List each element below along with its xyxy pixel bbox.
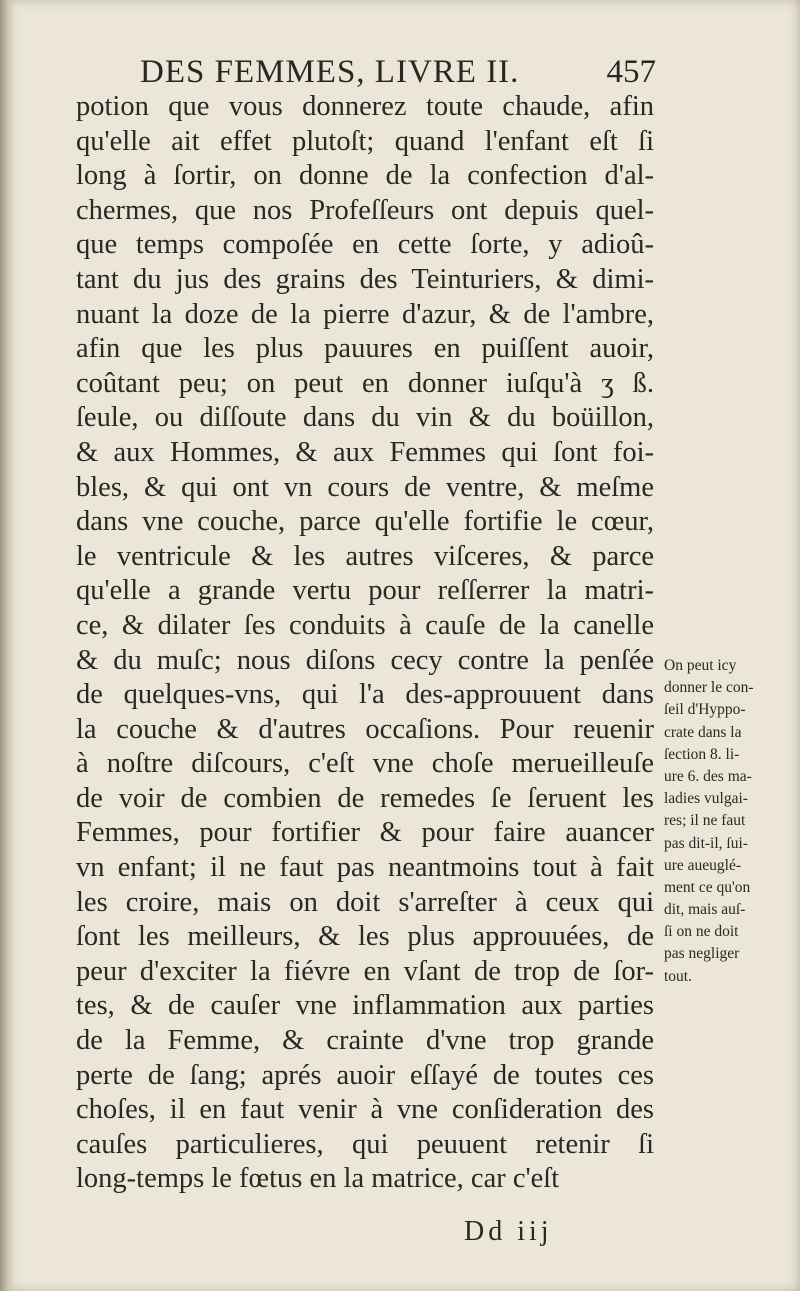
marginal-note-line: tout. [664,967,692,985]
text-line: peur d'exciter la fiévre en vſant de trop de ſor- [76,955,654,987]
page-footer [464,1212,584,1252]
text-line: choſes, il en faut venir à vne conſideration des [76,1094,654,1126]
text-line: de quelques-vns, qui l'a des-approuuent dans [76,679,654,711]
signature-mark: Dd iij [464,1216,553,1247]
page-header [140,50,660,94]
marginal-note-line: ſection 8. li- [664,745,740,763]
running-title: DES FEMMES, LIVRE II. [140,54,520,90]
marginal-note-line: crate dans la [664,723,742,741]
text-line: & du muſc; nous diſons cecy contre la penſée [76,644,654,676]
text-line: bles, & qui ont vn cours de ventre, & meſme [76,471,654,503]
text-line: les croire, mais on doit s'arreſter à ceux qui [76,886,654,918]
marginal-note-line: pas negliger [664,945,740,963]
text-line: la couche & d'autres occaſions. Pour reuenir [76,713,654,745]
marginal-note-line: pas dit-il, ſui- [664,834,748,852]
text-line: que temps compoſée en cette ſorte, y adioû- [76,229,654,261]
text-line: de voir de combien de remedes ſe ſeruent les [76,782,654,814]
text-line: ſeule, ou diſſoute dans du vin & du boüillon, [76,402,654,434]
text-line: qu'elle ait effet plutoſt; quand l'enfant eſt ſi [76,125,654,157]
text-line: tant du jus des grains des Teinturiers, & dimi- [76,263,654,295]
text-line: long-temps le fœtus en la matrice, car c'eſt [76,1163,560,1195]
text-line: qu'elle a grande vertu pour reſſerrer la matri- [76,575,654,607]
text-line: nuant la doze de la pierre d'azur, & de l'ambre, [76,298,654,330]
marginal-note-line: ure aueuglé- [664,856,742,874]
marginal-note-line: donner le con- [664,679,754,697]
page-number: 457 [606,54,656,90]
text-line: coûtant peu; on peut en donner iuſqu'à ʒ ß. [76,367,654,399]
text-line: tes, & de cauſer vne inflammation aux parties [76,990,654,1022]
marginal-note-line: On peut icy [664,657,737,674]
text-line: afin que les plus pauures en puiſſent auoir, [76,333,654,365]
text-line: Femmes, pour fortifier & pour faire auancer [76,817,654,849]
text-line: ce, & dilater ſes conduits à cauſe de la canelle [76,609,654,641]
text-line: long à ſortir, on donne de la confection d'al- [76,160,654,192]
marginal-note-line: dit, mais auſ- [664,901,746,919]
marginal-note-line: ſeil d'Hyppo- [664,701,746,719]
marginal-note-line: ment ce qu'on [664,878,751,896]
text-line: ſont les meilleurs, & les plus approuuées, de [76,921,654,953]
main-text-block [76,90,654,1197]
marginal-note-line: ſi on ne doit [664,923,739,941]
marginal-note [664,655,792,988]
text-line: perte de ſang; aprés auoir eſſayé de toutes ces [76,1059,654,1091]
text-line: dans vne couche, parce qu'elle fortifie le cœur, [76,506,654,538]
text-line: de la Femme, & crainte d'vne trop grande [76,1025,654,1057]
text-line: vn enfant; il ne faut pas neantmoins tout à fait [76,852,654,884]
page-gutter-shadow [0,0,14,1291]
marginal-note-line: ladies vulgai- [664,790,748,808]
marginal-note-line: ure 6. des ma- [664,767,752,785]
text-line: à noſtre diſcours, c'eſt vne choſe merueilleuſe [76,748,654,780]
marginal-note-line: res; il ne faut [664,812,746,830]
text-line: le ventricule & les autres viſceres, & parce [76,540,654,572]
text-line: chermes, que nos Profeſſeurs ont depuis quel- [76,194,654,226]
text-line: & aux Hommes, & aux Femmes qui ſont foi- [76,436,654,468]
text-line: potion que vous donnerez toute chaude, afin [76,91,654,122]
text-line: cauſes particulieres, qui peuuent retenir ſi [76,1128,654,1160]
